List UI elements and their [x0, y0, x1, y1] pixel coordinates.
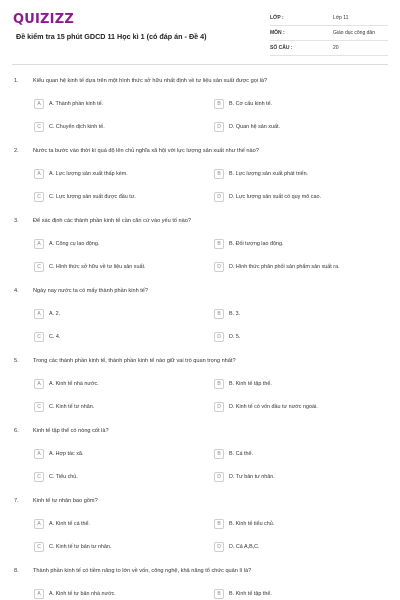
question-number: 6. — [14, 428, 19, 434]
option-text: B. Lực lượng sản xuất phát triển. — [229, 171, 309, 177]
option-letter-box: A — [34, 169, 44, 179]
question-text: Nước ta bước vào thời kì quá độ lên chủ nghĩa xã hội với lực lượng sản xuất như thế nào? — [33, 148, 259, 154]
option-letter-box: B — [214, 449, 224, 459]
meta-value: 20 — [333, 45, 339, 51]
option-text: C. Kinh tế tư bản tư nhân. — [49, 544, 112, 550]
option-text: D. Cả A,B,C. — [229, 544, 260, 550]
question-text: Để xác định các thành phần kinh tế cần căn cứ vào yếu tố nào? — [33, 218, 191, 224]
option-text: C. 4. — [49, 334, 61, 340]
option-letter-box: B — [214, 589, 224, 599]
option-letter-box: A — [34, 519, 44, 529]
meta-row-subject — [270, 27, 388, 41]
option-text: B. Kinh tế tiểu chủ. — [229, 521, 275, 527]
header-divider — [12, 64, 388, 65]
meta-info — [270, 12, 388, 57]
question-number: 8. — [14, 568, 19, 574]
question-list — [0, 78, 400, 600]
meta-row-class — [270, 12, 388, 26]
option-text: D. Lực lượng sản xuất có quy mô cao. — [229, 194, 321, 200]
option-text: A. Công cụ lao động. — [49, 241, 100, 247]
question-item — [0, 358, 400, 428]
question-number: 5. — [14, 358, 19, 364]
option-letter-box: D — [214, 542, 224, 552]
option-text: B. 3. — [229, 311, 241, 317]
option-text: C. Chuyển dịch kinh tế. — [49, 124, 105, 130]
option-text: D. Tư bản tư nhân. — [229, 474, 275, 480]
question-text: Kinh tế tư nhân bao gồm? — [33, 498, 98, 504]
question-number: 4. — [14, 288, 19, 294]
option-letter-box: A — [34, 99, 44, 109]
option-letter-box: D — [214, 192, 224, 202]
option-text: A. Thành phần kinh tế. — [49, 101, 104, 107]
option-text: B. Cá thể. — [229, 451, 253, 457]
option-text: D. Kinh tế có vốn đầu tư nước ngoài. — [229, 404, 318, 410]
meta-label: LỚP : — [270, 15, 284, 21]
question-number: 3. — [14, 218, 19, 224]
option-text: C. Hình thức sở hữu về tư liệu sản xuất. — [49, 264, 146, 270]
question-text: Ngày nay nước ta có mấy thành phần kinh tế? — [33, 288, 149, 294]
option-text: A. Kinh tế tư bản nhà nước. — [49, 591, 116, 597]
option-text: C. Tiểu chủ. — [49, 474, 78, 480]
option-text: A. Kinh tế nhà nước. — [49, 381, 99, 387]
option-letter-box: B — [214, 99, 224, 109]
meta-label: SỐ CÂU : — [270, 45, 293, 51]
option-text: A. 2. — [49, 311, 61, 317]
option-letter-box: A — [34, 309, 44, 319]
meta-row-question-count — [270, 42, 388, 56]
option-text: C. Kinh tế tư nhân. — [49, 404, 95, 410]
option-text: D. 5. — [229, 334, 241, 340]
option-text: A. Lực lượng sản xuất thấp kém. — [49, 171, 128, 177]
option-letter-box: B — [214, 309, 224, 319]
option-letter-box: A — [34, 239, 44, 249]
option-text: A. Kinh tế cá thể. — [49, 521, 91, 527]
meta-value: Giáo dục công dân — [333, 30, 375, 36]
document-header — [0, 0, 400, 66]
option-letter-box: B — [214, 379, 224, 389]
question-item — [0, 498, 400, 568]
option-text: C. Lực lượng sản xuất được đầu tư. — [49, 194, 136, 200]
question-text: Trong các thành phần kinh tế, thành phần kinh tế nào giữ vai trò quan trọng nhất? — [33, 358, 236, 364]
option-letter-box: C — [34, 192, 44, 202]
question-number: 2. — [14, 148, 19, 154]
meta-value: Lớp 11 — [333, 15, 349, 21]
option-letter-box: C — [34, 332, 44, 342]
option-text: B. Kinh tế tập thể. — [229, 381, 272, 387]
option-letter-box: D — [214, 122, 224, 132]
option-text: B. Đối tượng lao động. — [229, 241, 284, 247]
question-item — [0, 568, 400, 600]
question-item — [0, 288, 400, 358]
question-number: 1. — [14, 78, 19, 84]
quizizz-logo: QUIZIZZ — [13, 12, 74, 27]
option-text: D. Hình thức phân phối sản phẩm sản xuất ra. — [229, 264, 340, 270]
option-text: B. Kinh tế tập thể. — [229, 591, 272, 597]
option-letter-box: D — [214, 332, 224, 342]
question-item — [0, 218, 400, 288]
option-letter-box: C — [34, 542, 44, 552]
question-item — [0, 78, 400, 148]
option-letter-box: B — [214, 519, 224, 529]
option-letter-box: C — [34, 262, 44, 272]
document-title: Đề kiểm tra 15 phút GDCD 11 Học kì 1 (có đáp án - Đề 4) — [16, 32, 207, 41]
option-letter-box: B — [214, 239, 224, 249]
question-text: Kinh tế tập thể có nòng cốt là? — [33, 428, 109, 434]
option-text: A. Hợp tác xã. — [49, 451, 84, 457]
option-letter-box: C — [34, 472, 44, 482]
option-letter-box: C — [34, 402, 44, 412]
question-item — [0, 148, 400, 218]
question-item — [0, 428, 400, 498]
option-letter-box: A — [34, 449, 44, 459]
question-number: 7. — [14, 498, 19, 504]
option-letter-box: C — [34, 122, 44, 132]
question-text: Thành phần kinh tế có tiềm năng to lớn về vốn, công nghệ, khả năng tổ chức quản lí là? — [33, 568, 252, 574]
option-text: D. Quan hệ sản xuất. — [229, 124, 280, 130]
option-letter-box: D — [214, 472, 224, 482]
question-text: Kiểu quan hệ kinh tế dựa trên một hình thức sở hữu nhất định về tư liệu sản xuất được gọi là? — [33, 78, 268, 84]
option-letter-box: D — [214, 402, 224, 412]
meta-label: MÔN : — [270, 30, 285, 36]
option-letter-box: B — [214, 169, 224, 179]
option-letter-box: A — [34, 379, 44, 389]
option-text: B. Cơ cấu kinh tế. — [229, 101, 273, 107]
option-letter-box: A — [34, 589, 44, 599]
option-letter-box: D — [214, 262, 224, 272]
